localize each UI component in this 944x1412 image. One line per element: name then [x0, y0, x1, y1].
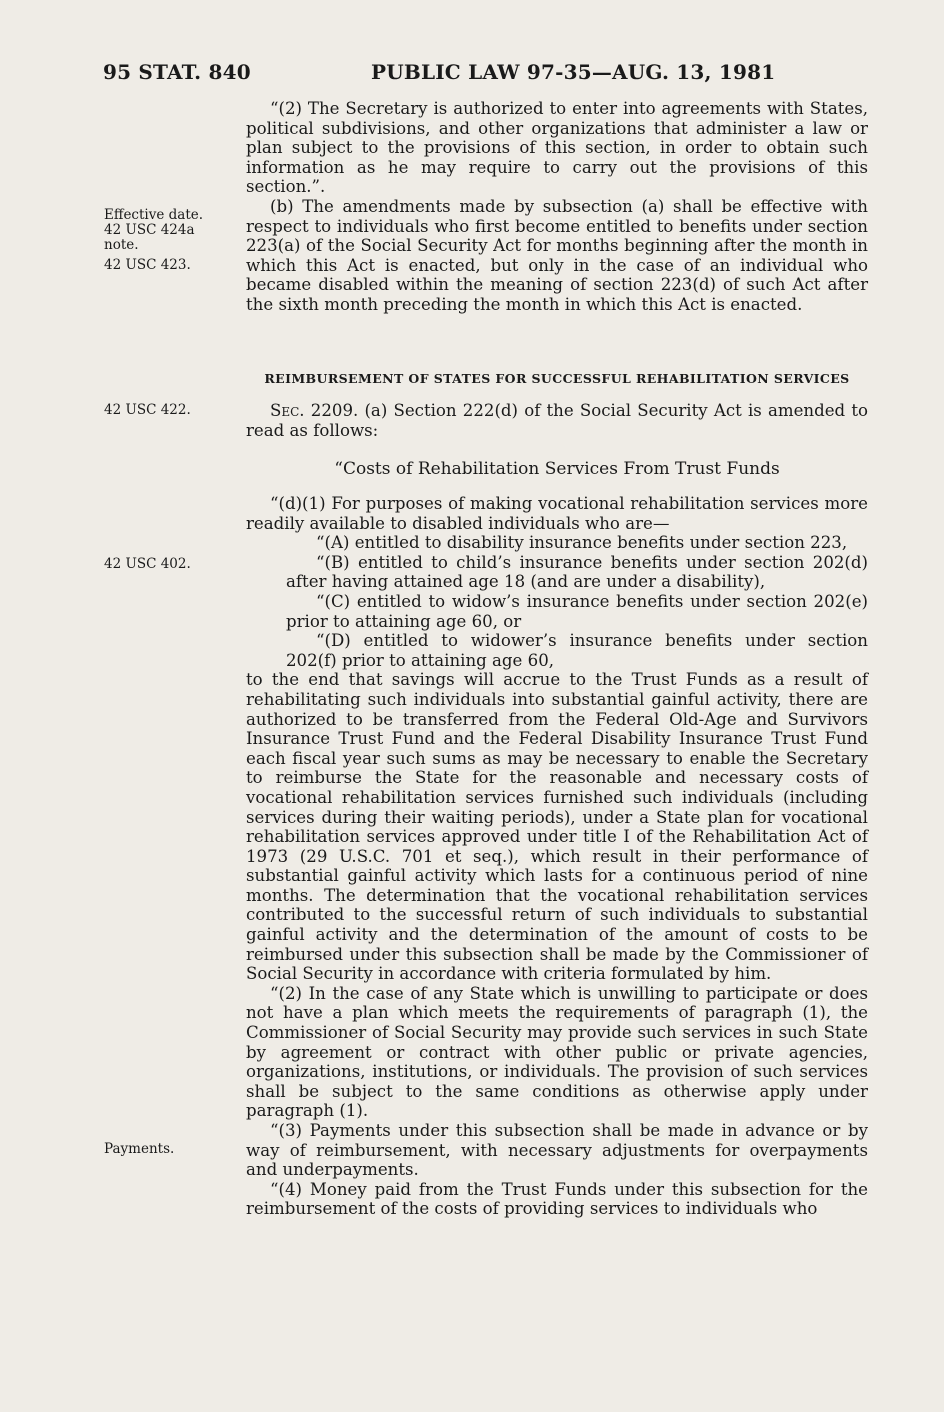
paragraph-d1-intro: “(d)(1) For purposes of making vocational rehabilitation services more readily available to disabled individuals who are—: [246, 494, 868, 533]
margin-note-payments: Payments.: [104, 1141, 175, 1157]
margin-note-usc-423: 42 USC 423.: [104, 257, 191, 273]
sec-label: Sec.: [270, 401, 305, 420]
item-d: “(D) entitled to widower’s insurance benefits under section 202(f) prior to attaining age 60,: [286, 631, 868, 670]
paragraph-2-agreements: “(2) The Secretary is authorized to enter into agreements with States, political subdivisions, and other organizations that administer a law or plan subject to the provisions of this section, in order to obtain such information as he may require to carry out the provisions of this section.”.: [246, 99, 868, 197]
margin-note-usc-424a: 42 USC 424a: [104, 222, 195, 238]
text-block-sec-2209: [246, 401, 868, 440]
subsection-heading-costs: “Costs of Rehabilitation Services From Trust Funds: [334, 459, 780, 479]
paragraph-b-effective: (b) The amendments made by subsection (a) shall be effective with respect to individuals who first become entitled to benefits under section 223(a) of the Social Security Act for months beginning after the month in which this Act is enacted, but only in the case of an individual who became disabled within the meaning of section 223(d) of such Act after the sixth month preceding the month in which this Act is enacted.: [246, 196, 868, 314]
stat-page-number: 95 STAT. 840: [103, 60, 251, 84]
margin-note-usc-422: 42 USC 422.: [104, 402, 191, 418]
item-c: “(C) entitled to widow’s insurance benefits under section 202(e) prior to attaining age 60, or: [286, 591, 868, 631]
item-a: “(A) entitled to disability insurance benefits under section 223,: [316, 533, 848, 553]
running-head: PUBLIC LAW 97-35—AUG. 13, 1981: [371, 60, 776, 84]
text-block-subsection-d: [246, 494, 868, 1219]
paragraph-4-money: “(4) Money paid from the Trust Funds under this subsection for the reimbursement of the costs of providing services to individuals who: [246, 1179, 868, 1219]
section-heading-reimbursement: REIMBURSEMENT OF STATES FOR SUCCESSFUL REHABILITATION SERVICES: [264, 371, 850, 386]
margin-note-note: note.: [104, 237, 139, 253]
section-2209-intro: [246, 401, 868, 440]
text-block-amendments: [246, 99, 868, 315]
margin-note-usc-402: 42 USC 402.: [104, 556, 191, 572]
item-b: “(B) entitled to child’s insurance benefits under section 202(d) after having attained age 18 (and are under a disability),: [286, 552, 868, 592]
paragraph-2-state: “(2) In the case of any State which is unwilling to participate or does not have a plan which meets the requirements of paragraph (1), the Commissioner of Social Security may provide such services in such State by agreement or contract with other public or private agencies, organizations, institutions, or individuals. The provision of such services shall be subject to the same conditions as otherwise apply under paragraph (1).: [246, 983, 868, 1121]
sec-2209-text: 2209. (a) Section 222(d) of the Social Security Act is amended to read as follows:: [246, 401, 868, 440]
margin-note-effective-date: Effective date.: [104, 207, 204, 223]
paragraph-3-payments: “(3) Payments under this subsection shall be made in advance or by way of reimbursement, with necessary adjustments for overpayments and underpayments.: [246, 1121, 868, 1180]
paragraph-to-the-end: to the end that savings will accrue to the Trust Funds as a result of rehabilitating such individuals into substantial gainful activity, there are authorized to be transferred from the Federal Old-Age and Survivors Insurance Trust Fund and the Federal Disability Insurance Trust Fund each fiscal year such sums as may be necessary to enable the Secretary to reimburse the State for the reasonable and necessary costs of vocational rehabilitation services furnished such individuals (including services during their waiting periods), under a State plan for vocational rehabilitation services approved under title I of the Rehabilitation Act of 1973 (29 U.S.C. 701 et seq.), which result in their performance of substantial gainful activity which lasts for a continuous period of nine months. The determination that the vocational rehabilitation services contributed to the successful return of such individuals to substantial gainful activity and the determination of the amount of costs to be reimbursed under this subsection shall be made by the Commissioner of Social Security in accordance with criteria formulated by him.: [246, 670, 868, 984]
